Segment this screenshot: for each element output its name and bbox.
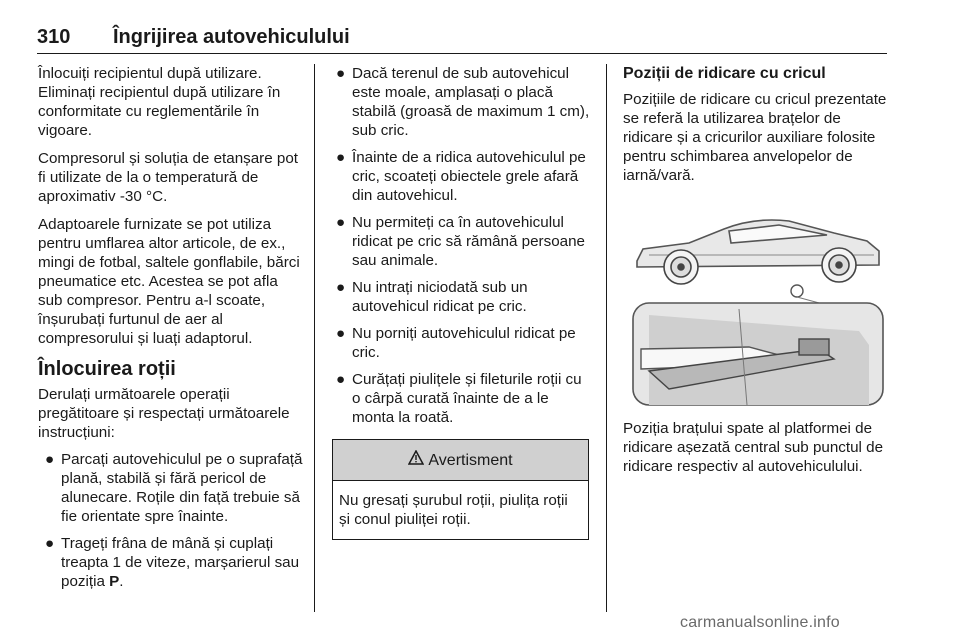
lift-arm-illustration [629,199,887,407]
front-wheel [664,250,698,284]
list-item-text: Nu intrați niciodată sub un autovehicul ridicat pe cric. [352,279,528,315]
detail-frame [633,303,883,405]
bullet-icon: ● [336,149,346,166]
paragraph-jacking-positions: Pozițiile de ridicare cu cricul prezentate se referă la utilizarea brațelor de ridicare și a cricurilor auxiliare folosite pentru schimbarea anvelopelor de iarnă/vară. [623,91,887,184]
subsection-title-jacking-points: Poziții de ridicare cu cricul [623,65,826,82]
paragraph-temperature: Compresorul și soluția de etanșare pot fi utilizate de la o temperatură de aproximativ -30 °C. [38,150,299,205]
list-item [332,324,594,362]
page-header [37,26,887,54]
warning-body: Nu gresați șurubul roții, piulița roții și conul piuliței roții. [339,492,568,528]
bullet-icon: ● [336,214,346,231]
bullet-icon: ● [45,451,55,468]
bullet-icon: ● [336,371,346,388]
bullet-icon: ● [336,65,346,82]
list-item-text: Nu permiteți ca în autovehiculul ridicat pe cric să rămână persoane sau animale. [352,214,585,269]
list-item-text: Înainte de a ridica autovehiculul pe cric, scoateți obiectele grele afară din autovehicul. [352,149,586,204]
watermark: carmanualsonline.info [680,614,840,631]
list-item [332,148,594,205]
list-item [332,370,594,427]
figure-caption: Poziția brațului spate al platformei de ridicare așezată central sub punctul de ridicare respectiv al autovehiculului. [623,420,884,475]
warning-header [333,440,588,481]
bullet-list-preparation [38,450,304,591]
page-title: Îngrijirea autovehiculului [113,26,350,48]
paragraph-container-disposal: Înlocuiți recipientul după utilizare. Eliminați recipientul după utilizare în conformitate cu reglementările în vigoare. [38,65,281,139]
list-item-text: Nu porniți autovehiculul ridicat pe cric. [352,325,576,361]
paragraph-intro: Derulați următoarele operații pregătitoare și respectați următoarele instrucțiuni: [38,386,290,441]
list-item-text: Dacă terenul de sub autovehicul este moale, amplasați o placă stabilă (groasă de maximum 1 cm), sub cric. [352,65,590,139]
list-item [38,534,304,591]
bullet-list-safety [332,64,594,427]
bullet-icon: ● [45,535,55,552]
list-item-text: Trageți frâna de mână și cuplați treapta 1 de viteze, marșarierul sau poziția [61,535,300,590]
list-item-text: Parcați autovehiculul pe o suprafață plană, stabilă și fără pericol de alunecare. Roțile din față trebuie să fie orientate spre înainte. [61,451,303,525]
gear-position-p: P [109,573,120,590]
warning-box [332,439,589,540]
list-item [332,64,594,140]
column-divider [314,64,315,612]
bullet-icon: ● [336,325,346,342]
section-title-wheel-change: Înlocuirea roții [38,358,176,380]
list-item-end: . [119,573,124,590]
column-left [38,64,304,599]
bullet-icon: ● [336,279,346,296]
list-item [332,213,594,270]
list-item-text: Curățați piulițele și fileturile roții cu o cârpă curată înainte de a le monta la roată. [352,371,582,426]
rear-wheel [822,248,856,282]
list-item [332,278,594,316]
paragraph-adapters: Adaptoarele furnizate se pot utiliza pentru umflarea altor articole, de ex., mingi de fotbal, saltele gonflabile, bărci pneumatice etc. Acestea se pot afla sub compresor. Pentru a-l scoate, înșurubați furtunul de aer al compresorului și luați adaptorul. [38,216,300,347]
column-right [623,64,889,485]
list-item [38,450,304,526]
header-rule [37,53,887,54]
column-middle [332,64,594,540]
warning-title: Avertisment [428,451,513,469]
warning-triangle-icon [408,450,424,470]
column-divider [606,64,607,612]
page-number: 310 [37,26,71,48]
